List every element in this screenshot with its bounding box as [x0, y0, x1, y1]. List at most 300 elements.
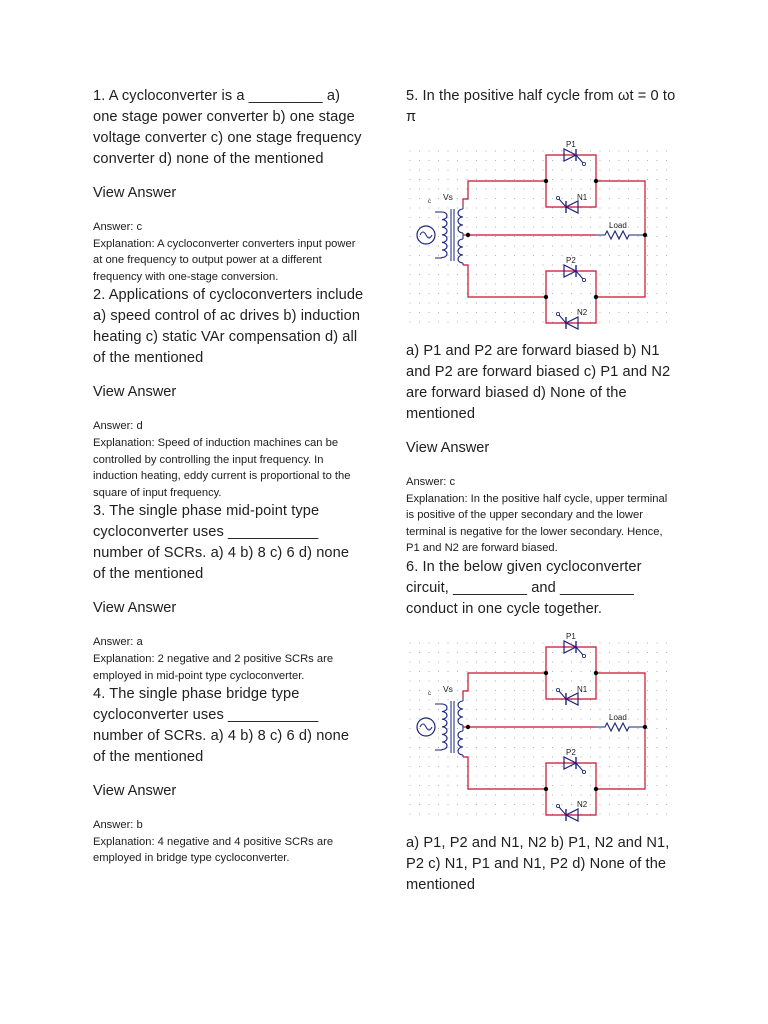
grid-dot	[419, 794, 420, 795]
grid-dot	[476, 283, 477, 284]
grid-dot	[599, 804, 600, 805]
grid-dot	[666, 766, 667, 767]
grid-dot	[438, 236, 439, 237]
grid-dot	[552, 226, 553, 227]
grid-dot	[504, 264, 505, 265]
grid-dot	[618, 699, 619, 700]
grid-dot	[552, 690, 553, 691]
grid-dot	[637, 661, 638, 662]
grid-dot	[476, 728, 477, 729]
scr-p1-icon	[564, 641, 586, 658]
grid-dot	[590, 255, 591, 256]
grid-dot	[514, 321, 515, 322]
grid-dot	[476, 642, 477, 643]
grid-dot	[542, 293, 543, 294]
grid-dot	[552, 794, 553, 795]
grid-dot	[666, 775, 667, 776]
grid-dot	[485, 756, 486, 757]
grid-dot	[438, 785, 439, 786]
grid-dot	[495, 709, 496, 710]
grid-dot	[495, 690, 496, 691]
grid-dot	[419, 785, 420, 786]
grid-dot	[485, 226, 486, 227]
grid-dot	[542, 179, 543, 180]
grid-dot	[476, 160, 477, 161]
grid-dot	[504, 747, 505, 748]
explanation-4: Explanation: 4 negative and 4 positive SCRs are employed in bridge type cycloconverter.	[93, 835, 334, 865]
grid-dot	[609, 756, 610, 757]
grid-dot	[466, 680, 467, 681]
grid-dot	[580, 728, 581, 729]
grid-dot	[428, 283, 429, 284]
grid-dot	[466, 766, 467, 767]
grid-dot	[628, 775, 629, 776]
grid-dot	[504, 690, 505, 691]
grid-dot	[485, 775, 486, 776]
grid-dot	[495, 756, 496, 757]
grid-dot	[485, 188, 486, 189]
grid-dot	[419, 813, 420, 814]
grid-dot	[485, 680, 486, 681]
grid-dot	[580, 813, 581, 814]
grid-dot	[533, 245, 534, 246]
grid-dot	[628, 718, 629, 719]
grid-dot	[637, 188, 638, 189]
junction-node	[544, 671, 548, 675]
cycloconverter-circuit-diagram-2	[406, 631, 676, 824]
view-answer-link-3[interactable]: View Answer	[93, 600, 177, 617]
wire-n2-branch	[546, 789, 596, 815]
grid-dot	[476, 699, 477, 700]
grid-dot	[571, 728, 572, 729]
grid-dot	[457, 785, 458, 786]
grid-dot	[618, 274, 619, 275]
grid-dot	[552, 188, 553, 189]
grid-dot	[419, 274, 420, 275]
question-5-text: 5. In the positive half cycle from ωt = 0 to π	[406, 88, 676, 125]
grid-dot	[561, 198, 562, 199]
grid-dot	[466, 179, 467, 180]
grid-dot	[666, 283, 667, 284]
grid-dot	[495, 188, 496, 189]
grid-dot	[419, 775, 420, 776]
grid-dot	[637, 283, 638, 284]
grid-dot	[571, 236, 572, 237]
grid-dot	[485, 179, 486, 180]
grid-dot	[666, 217, 667, 218]
grid-dot	[476, 169, 477, 170]
grid-dot	[647, 747, 648, 748]
grid-dot	[571, 169, 572, 170]
grid-dot	[542, 747, 543, 748]
grid-dot	[457, 188, 458, 189]
grid-dot	[523, 179, 524, 180]
grid-dot	[561, 785, 562, 786]
grid-dot	[504, 160, 505, 161]
view-answer-link-1[interactable]: View Answer	[93, 185, 177, 201]
grid-dot	[476, 766, 477, 767]
grid-dot	[428, 150, 429, 151]
grid-dot	[542, 728, 543, 729]
grid-dot	[514, 737, 515, 738]
grid-dot	[409, 747, 410, 748]
grid-dot	[618, 312, 619, 313]
grid-dot	[419, 179, 420, 180]
grid-dot	[523, 150, 524, 151]
grid-dot	[495, 255, 496, 256]
grid-dot	[514, 198, 515, 199]
grid-dot	[457, 737, 458, 738]
grid-dot	[609, 652, 610, 653]
grid-dot	[523, 766, 524, 767]
wire-lower-secondary-bottom	[463, 265, 546, 297]
grid-dot	[656, 264, 657, 265]
junction-node	[544, 295, 548, 299]
grid-dot	[561, 652, 562, 653]
grid-dot	[533, 804, 534, 805]
grid-dot	[637, 302, 638, 303]
grid-dot	[552, 264, 553, 265]
question-5-options: a) P1 and P2 are forward biased b) N1 and P2 are forward biased c) P1 and N2 are forward biased d) None of the mentioned	[406, 343, 671, 422]
n2-label: N2	[577, 308, 588, 317]
grid-dot	[542, 302, 543, 303]
grid-dot	[428, 236, 429, 237]
grid-dot	[438, 661, 439, 662]
grid-dot	[609, 661, 610, 662]
grid-dot	[428, 785, 429, 786]
grid-dot	[561, 321, 562, 322]
grid-dot	[590, 302, 591, 303]
grid-dot	[514, 718, 515, 719]
grid-dot	[647, 709, 648, 710]
grid-dot	[609, 264, 610, 265]
grid-dot	[552, 680, 553, 681]
grid-dot	[409, 756, 410, 757]
grid-dot	[590, 207, 591, 208]
grid-dot	[628, 785, 629, 786]
grid-dot	[656, 680, 657, 681]
grid-dot	[618, 188, 619, 189]
grid-dot	[609, 217, 610, 218]
grid-dot	[637, 680, 638, 681]
grid-dot	[647, 160, 648, 161]
grid-dot	[447, 680, 448, 681]
grid-dot	[514, 775, 515, 776]
grid-dot	[485, 766, 486, 767]
grid-dot	[485, 160, 486, 161]
grid-dot	[504, 813, 505, 814]
grid-dot	[457, 150, 458, 151]
grid-dot	[571, 274, 572, 275]
grid-dot	[533, 785, 534, 786]
grid-dot	[580, 302, 581, 303]
grid-dot	[466, 283, 467, 284]
grid-dot	[409, 652, 410, 653]
grid-dot	[533, 661, 534, 662]
grid-dot	[466, 785, 467, 786]
grid-dot	[618, 652, 619, 653]
grid-dot	[552, 699, 553, 700]
grid-dot	[438, 737, 439, 738]
grid-dot	[609, 794, 610, 795]
grid-dot	[580, 245, 581, 246]
scr-p2-icon-gate-terminal	[582, 278, 585, 281]
grid-dot	[580, 207, 581, 208]
grid-dot	[466, 804, 467, 805]
grid-dot	[485, 245, 486, 246]
grid-dot	[514, 293, 515, 294]
grid-dot	[447, 804, 448, 805]
grid-dot	[628, 699, 629, 700]
grid-dot	[666, 690, 667, 691]
grid-dot	[428, 255, 429, 256]
grid-dot	[409, 718, 410, 719]
grid-dot	[656, 236, 657, 237]
grid-dot	[476, 198, 477, 199]
grid-dot	[485, 255, 486, 256]
grid-dot	[609, 680, 610, 681]
grid-dot	[609, 709, 610, 710]
grid-dot	[666, 737, 667, 738]
grid-dot	[514, 188, 515, 189]
grid-dot	[514, 264, 515, 265]
grid-dot	[428, 661, 429, 662]
grid-dot	[599, 236, 600, 237]
grid-dot	[504, 198, 505, 199]
grid-dot	[419, 217, 420, 218]
grid-dot	[647, 169, 648, 170]
grid-dot	[599, 680, 600, 681]
grid-dot	[552, 179, 553, 180]
grid-dot	[447, 274, 448, 275]
grid-dot	[656, 293, 657, 294]
grid-dot	[628, 804, 629, 805]
grid-dot	[419, 207, 420, 208]
grid-dot	[447, 188, 448, 189]
grid-dot	[599, 169, 600, 170]
grid-dot	[628, 264, 629, 265]
grid-dot	[656, 813, 657, 814]
grid-dot	[599, 699, 600, 700]
grid-dot	[533, 312, 534, 313]
grid-dot	[466, 642, 467, 643]
scr-n2-icon	[556, 312, 578, 329]
view-answer-link-5[interactable]: View Answer	[406, 440, 490, 456]
grid-dot	[533, 255, 534, 256]
grid-dot	[485, 321, 486, 322]
grid-dot	[514, 747, 515, 748]
grid-dot	[514, 642, 515, 643]
grid-dot	[590, 293, 591, 294]
grid-dot	[495, 207, 496, 208]
grid-dot	[618, 245, 619, 246]
grid-dot	[666, 680, 667, 681]
p2-label: P2	[566, 256, 576, 265]
grid-dot	[495, 728, 496, 729]
grid-dot	[656, 709, 657, 710]
grid-dot	[523, 274, 524, 275]
grid-dot	[599, 150, 600, 151]
grid-dot	[438, 255, 439, 256]
grid-dot	[485, 642, 486, 643]
grid-dot	[447, 264, 448, 265]
grid-dot	[466, 709, 467, 710]
grid-dot	[571, 699, 572, 700]
grid-dot	[504, 245, 505, 246]
grid-dot	[609, 179, 610, 180]
grid-dot	[580, 785, 581, 786]
grid-dot	[552, 813, 553, 814]
grid-dot	[466, 737, 467, 738]
grid-dot	[419, 747, 420, 748]
grid-dot	[409, 690, 410, 691]
grid-dot	[504, 255, 505, 256]
grid-dot	[542, 766, 543, 767]
grid-dot	[656, 274, 657, 275]
grid-dot	[552, 728, 553, 729]
grid-dot	[647, 207, 648, 208]
grid-dot	[647, 813, 648, 814]
grid-dot	[457, 236, 458, 237]
grid-dot	[599, 255, 600, 256]
grid-dot	[609, 690, 610, 691]
grid-dot	[514, 179, 515, 180]
grid-dot	[599, 245, 600, 246]
grid-dot	[637, 245, 638, 246]
grid-dot	[609, 766, 610, 767]
grid-dot	[476, 804, 477, 805]
grid-dot	[485, 236, 486, 237]
primary-winding-icon	[442, 704, 447, 750]
grid-dot	[590, 794, 591, 795]
grid-dot	[438, 680, 439, 681]
grid-dot	[457, 642, 458, 643]
lower-secondary-winding-icon	[458, 239, 463, 263]
grid-dot	[457, 255, 458, 256]
grid-dot	[428, 652, 429, 653]
grid-dot	[599, 747, 600, 748]
grid-dot	[495, 150, 496, 151]
grid-dot	[571, 690, 572, 691]
grid-dot	[656, 699, 657, 700]
grid-dot	[514, 785, 515, 786]
grid-dot	[533, 766, 534, 767]
grid-dot	[609, 312, 610, 313]
grid-dot	[466, 274, 467, 275]
grid-dot	[447, 699, 448, 700]
grid-dot	[466, 312, 467, 313]
grid-dot	[561, 718, 562, 719]
grid-dot	[514, 728, 515, 729]
grid-dot	[447, 728, 448, 729]
grid-dot	[438, 756, 439, 757]
grid-dot	[609, 207, 610, 208]
grid-dot	[495, 737, 496, 738]
grid-dot	[542, 690, 543, 691]
grid-dot	[599, 709, 600, 710]
answer-2: Answer: d	[93, 420, 143, 433]
grid-dot	[476, 709, 477, 710]
grid-dot	[504, 766, 505, 767]
vs-label: Vs	[443, 683, 453, 694]
vs-tick-label: c	[428, 690, 431, 697]
grid-dot	[599, 785, 600, 786]
grid-dot	[476, 274, 477, 275]
grid-dot	[476, 680, 477, 681]
grid-dot	[637, 198, 638, 199]
grid-dot	[561, 794, 562, 795]
grid-dot	[647, 198, 648, 199]
grid-dot	[599, 198, 600, 199]
grid-dot	[409, 728, 410, 729]
grid-dot	[561, 690, 562, 691]
grid-dot	[552, 737, 553, 738]
grid-dot	[419, 671, 420, 672]
grid-dot	[542, 775, 543, 776]
view-answer-link-2[interactable]: View Answer	[93, 384, 177, 401]
grid-dot	[647, 245, 648, 246]
grid-dot	[409, 150, 410, 151]
grid-dot	[609, 804, 610, 805]
grid-dot	[466, 321, 467, 322]
grid-dot	[590, 283, 591, 284]
grid-dot	[561, 709, 562, 710]
grid-dot	[476, 321, 477, 322]
grid-dot	[637, 226, 638, 227]
grid-dot	[457, 728, 458, 729]
grid-dot	[628, 274, 629, 275]
grid-dot	[409, 804, 410, 805]
grid-dot	[504, 652, 505, 653]
grid-dot	[485, 804, 486, 805]
grid-dot	[628, 709, 629, 710]
view-answer-link-4[interactable]: View Answer	[93, 783, 177, 800]
grid-dot	[466, 188, 467, 189]
grid-dot	[561, 264, 562, 265]
grid-dot	[409, 179, 410, 180]
grid-dot	[580, 737, 581, 738]
grid-dot	[590, 264, 591, 265]
grid-dot	[618, 150, 619, 151]
grid-dot	[656, 245, 657, 246]
grid-dot	[561, 775, 562, 776]
grid-dot	[666, 756, 667, 757]
grid-dot	[409, 785, 410, 786]
grid-dot	[457, 775, 458, 776]
grid-dot	[533, 274, 534, 275]
grid-dot	[495, 661, 496, 662]
grid-dot	[428, 766, 429, 767]
grid-dot	[476, 245, 477, 246]
grid-dot	[533, 169, 534, 170]
grid-dot	[561, 302, 562, 303]
grid-dot	[476, 690, 477, 691]
grid-dot	[618, 264, 619, 265]
grid-dot	[523, 169, 524, 170]
grid-dot	[447, 813, 448, 814]
answer-4: Answer: b	[93, 819, 143, 832]
grid-dot	[485, 302, 486, 303]
grid-dot	[514, 283, 515, 284]
grid-dot	[637, 150, 638, 151]
grid-dot	[666, 198, 667, 199]
grid-dot	[542, 321, 543, 322]
grid-dot	[561, 255, 562, 256]
vs-label: Vs	[443, 192, 453, 202]
grid-dot	[438, 312, 439, 313]
grid-dot	[523, 775, 524, 776]
grid-dot	[495, 226, 496, 227]
